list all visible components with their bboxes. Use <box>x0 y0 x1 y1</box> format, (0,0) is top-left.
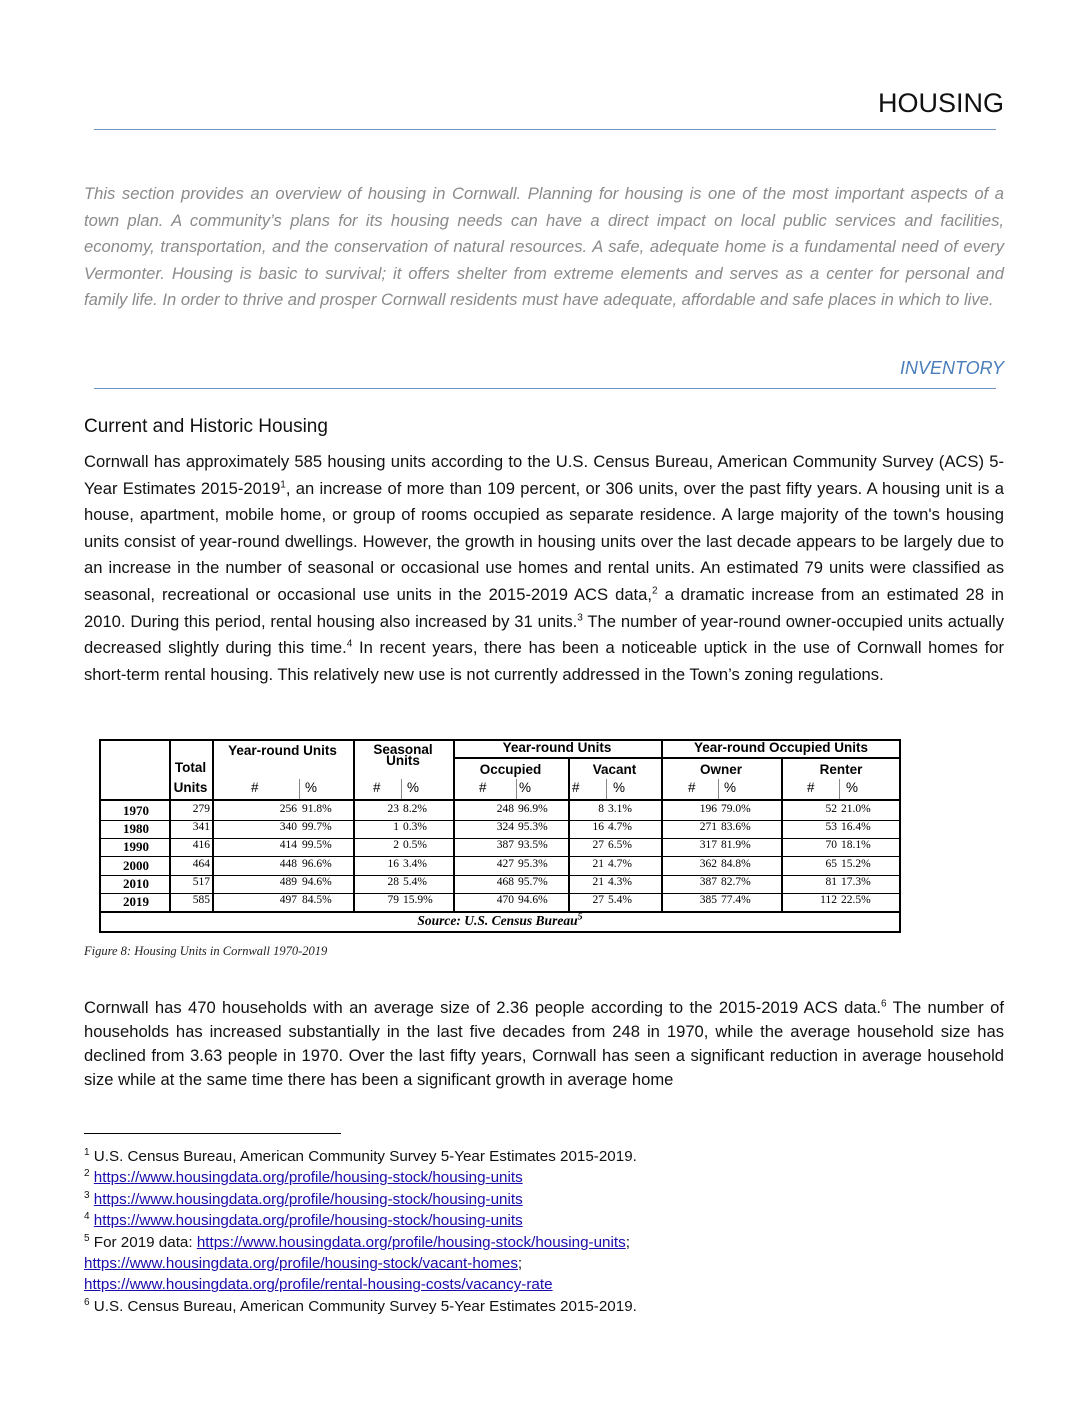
cell-s-n: 23 <box>387 803 399 815</box>
footnote-link[interactable]: https://www.housingdata.org/profile/housing-stock/housing-units <box>93 1169 523 1187</box>
cell-o-p: 94.6% <box>518 894 548 906</box>
footnote-1: $^1$ U.S. Census Bureau, American Community Survey 5-Year Estimates 2015-2019. <box>84 1146 637 1165</box>
cell-s-p: 0.5% <box>403 839 427 852</box>
table-row <box>101 838 901 856</box>
cell-ow-p: 83.6% <box>721 821 751 834</box>
cell-v-n: 16 <box>592 821 604 834</box>
cell-o-p: 95.3% <box>518 857 548 870</box>
cell-yr-n: 497 <box>279 894 297 906</box>
footnote-ref: 6 <box>881 998 887 1010</box>
cell-s-n: 1 <box>393 821 399 834</box>
footnote-3: $^3$ https://www.housingdata.org/profile/housing-stock/housing-units <box>84 1189 523 1208</box>
cell-o-p: 95.3% <box>518 821 548 834</box>
cell-r-n: 112 <box>820 894 837 906</box>
cell-ow-n: 271 <box>699 821 717 834</box>
cell-yr-n: 448 <box>279 857 297 870</box>
cell-r-p: 16.4% <box>841 821 871 834</box>
header-pct: % <box>846 780 859 795</box>
housing-units-table <box>99 739 901 933</box>
header-pct: % <box>519 780 532 795</box>
cell-s-n: 79 <box>387 894 399 906</box>
cell-ow-n: 317 <box>699 839 717 852</box>
cell-ow-p: 84.8% <box>721 857 751 870</box>
header-num: # <box>251 780 259 795</box>
cell-r-n: 53 <box>825 821 837 834</box>
cell-v-n: 21 <box>592 875 604 888</box>
section-label: INVENTORY <box>899 358 1004 378</box>
cell-yr-p: 99.7% <box>302 821 332 834</box>
header-num: # <box>373 780 381 795</box>
cell-year: 1990 <box>123 839 149 855</box>
header-seasonal-units: Seasonal Units <box>373 742 433 768</box>
header-vacant: Vacant <box>592 762 637 777</box>
footnote-link[interactable]: https://www.housingdata.org/profile/housing-stock/vacant-homes <box>84 1255 518 1273</box>
table-row <box>101 875 901 893</box>
header-year-round-units-group: Year-round Units <box>502 740 612 755</box>
footnote-ref: 2 <box>652 585 658 597</box>
table-source: Source: U.S. Census Bureau$^5$ <box>417 911 583 928</box>
cell-v-n: 8 <box>598 803 604 815</box>
cell-v-n: 21 <box>592 857 604 870</box>
footnote-link[interactable]: https://www.housingdata.org/profile/rental-housing-costs/vacancy-rate <box>84 1276 553 1294</box>
cell-s-p: 3.4% <box>403 857 427 870</box>
header-units: Units <box>173 780 208 795</box>
cell-v-n: 27 <box>592 894 604 906</box>
figure-caption: Figure 8: Housing Units in Cornwall 1970-2019 <box>84 944 328 958</box>
section-divider <box>94 388 996 389</box>
cell-year: 1970 <box>123 803 149 818</box>
footnote-5-cont <box>84 1274 1004 1295</box>
cell-v-p: 4.7% <box>608 857 632 870</box>
header-pct: % <box>407 780 420 795</box>
title-divider <box>94 129 996 130</box>
footnote-divider <box>84 1133 341 1134</box>
header-pct: % <box>613 780 626 795</box>
cell-yr-p: 96.6% <box>302 857 332 870</box>
cell-v-p: 3.1% <box>608 803 632 815</box>
cell-v-p: 4.7% <box>608 821 632 834</box>
cell-total: 517 <box>192 875 210 888</box>
cell-ow-p: 79.0% <box>721 803 751 815</box>
cell-r-p: 22.5% <box>841 894 871 906</box>
cell-v-p: 5.4% <box>608 894 632 906</box>
cell-r-n: 52 <box>825 803 837 815</box>
cell-o-p: 95.7% <box>518 875 548 888</box>
cell-yr-n: 340 <box>279 821 297 834</box>
cell-o-n: 387 <box>496 839 514 852</box>
cell-s-p: 15.9% <box>403 894 433 906</box>
header-owner: Owner <box>699 762 742 777</box>
cell-r-n: 65 <box>825 857 837 870</box>
cell-ow-p: 82.7% <box>721 875 751 888</box>
header-pct: % <box>724 780 737 795</box>
table-row <box>101 802 901 820</box>
cell-yr-p: 91.8% <box>302 803 332 815</box>
cell-total: 279 <box>192 803 210 815</box>
cell-o-p: 93.5% <box>518 839 548 852</box>
cell-total: 464 <box>192 857 210 870</box>
cell-ow-n: 387 <box>699 875 717 888</box>
header-pct: % <box>305 780 318 795</box>
cell-r-p: 15.2% <box>841 857 871 870</box>
cell-v-n: 27 <box>592 839 604 852</box>
cell-r-n: 81 <box>825 875 837 888</box>
footnote-5-cont: https://www.housingdata.org/profile/housing-stock/vacant-homes; <box>84 1255 523 1273</box>
footnote-5: $^5$ For 2019 data: https://www.housingdata.org/profile/housing-stock/housing-units; <box>84 1232 630 1251</box>
footnote-ref: 4 <box>346 638 353 650</box>
table-row <box>101 857 901 875</box>
cell-yr-p: 94.6% <box>302 875 332 888</box>
cell-s-n: 16 <box>387 857 399 870</box>
cell-year: 2019 <box>123 894 149 909</box>
header-occupied: Occupied <box>479 762 542 777</box>
cell-total: 341 <box>192 821 210 834</box>
cell-ow-n: 385 <box>699 894 717 906</box>
footnote-6: $^6$ U.S. Census Bureau, American Community Survey 5-Year Estimates 2015-2019. <box>84 1296 637 1315</box>
cell-o-n: 427 <box>496 857 514 870</box>
cell-v-p: 4.3% <box>608 875 632 888</box>
cell-r-p: 18.1% <box>841 839 871 852</box>
cell-ow-n: 362 <box>699 857 717 870</box>
cell-yr-n: 489 <box>279 875 297 888</box>
footnote-link[interactable]: https://www.housingdata.org/profile/housing-stock/housing-units <box>196 1233 626 1251</box>
cell-yr-p: 99.5% <box>302 839 332 852</box>
cell-o-p: 96.9% <box>518 803 548 815</box>
cell-s-n: 28 <box>387 875 399 888</box>
cell-total: 585 <box>192 894 210 906</box>
header-year-round-units: Year-round Units <box>228 743 337 758</box>
footnote-4: $^4$ https://www.housingdata.org/profile/housing-stock/housing-units <box>84 1211 523 1230</box>
header-num: # <box>807 780 815 795</box>
cell-ow-p: 77.4% <box>721 894 751 906</box>
footnote-link[interactable]: https://www.housingdata.org/profile/housing-stock/housing-units <box>93 1212 523 1230</box>
cell-o-n: 468 <box>496 875 514 888</box>
cell-year: 2010 <box>123 875 149 891</box>
body-paragraph-2: Cornwall has 470 households with an average size of 2.36 people according to the 2015-2019 ACS data.$^6$ The number of households has increased substantially in the last five decades from 248 in 1970, while the average household size has declined from 3.63 people in 1970. Over the last fifty years, Cornwall has seen a significant reduction in average household size while at the same time there has been a significant growth in average home <box>84 998 1004 1089</box>
cell-s-p: 0.3% <box>403 821 427 834</box>
page-title: HOUSING <box>877 88 1004 118</box>
cell-year: 1980 <box>123 821 149 837</box>
cell-r-n: 70 <box>825 839 837 852</box>
cell-ow-p: 81.9% <box>721 839 751 852</box>
body-paragraph-1: Cornwall has approximately 585 housing units according to the U.S. Census Bureau, American Community Survey (ACS) 5-Year Estimates 2015-2019$^1$, an increase of more than 109 percent, or 306 units, over the past fifty years. A housing unit is a house, apartment, mobile home, or group of rooms occupied as separate residence. A large majority of the town's housing units consist of year-round dwellings. However, the growth in housing units over the last decade appears to be largely due to an increase in the number of seasonal or occasional use homes and rental units. An estimated 79 units were classified as seasonal, recreational or occasional use units in the 2015-2019 ACS data,$^2$ a dramatic increase from an estimated 28 in 2010. During this period, rental housing also increased by 31 units.$^3$ The number of year-round owner-occupied units actually decreased slightly during this time.$^4$ In recent years, there has been a noticeable uptick in the use of Cornwall homes for short-term rental housing. This relatively new use is not currently addressed in the Town’s zoning regulations. <box>84 452 1004 684</box>
header-num: # <box>479 780 487 795</box>
table-row <box>101 820 901 838</box>
footnote-ref: 3 <box>577 612 583 624</box>
cell-total: 416 <box>192 839 210 852</box>
footnote-2: $^2$ https://www.housingdata.org/profile/housing-stock/housing-units <box>84 1168 523 1187</box>
cell-yr-p: 84.5% <box>302 894 332 906</box>
cell-s-n: 2 <box>393 839 399 852</box>
cell-o-n: 470 <box>496 894 514 906</box>
cell-v-p: 6.5% <box>608 839 632 852</box>
subheading: Current and Historic Housing <box>84 416 328 437</box>
footnote-link[interactable]: https://www.housingdata.org/profile/housing-stock/housing-units <box>93 1190 523 1208</box>
header-renter: Renter <box>819 762 863 777</box>
footnotes <box>84 1146 1004 1317</box>
header-num: # <box>688 780 696 795</box>
cell-s-p: 8.2% <box>403 803 427 815</box>
cell-yr-n: 256 <box>279 803 297 815</box>
cell-o-n: 324 <box>496 821 514 834</box>
footnote-ref: 1 <box>280 479 286 491</box>
header-year-round-occupied-group: Year-round Occupied Units <box>693 740 869 755</box>
cell-r-p: 21.0% <box>841 803 871 815</box>
cell-ow-n: 196 <box>699 803 717 815</box>
header-total: Total <box>174 760 207 775</box>
header-num: # <box>572 780 580 795</box>
intro-paragraph: This section provides an overview of housing in Cornwall. Planning for housing is one of the most important aspects of a town plan. A community’s plans for its housing needs can have a direct impact on local public services and facilities, economy, transportation, and the conservation of natural resources. A safe, adequate home is a fundamental need of every Vermonter. Housing is basic to survival; it offers shelter from extreme elements and serves as a center for personal and family life. In order to thrive and prosper Cornwall residents must have adequate, affordable and safe places in which to live. <box>84 184 1004 310</box>
cell-yr-n: 414 <box>279 839 297 852</box>
cell-s-p: 5.4% <box>403 875 427 888</box>
cell-r-p: 17.3% <box>841 875 871 888</box>
cell-o-n: 248 <box>496 803 514 815</box>
cell-year: 2000 <box>123 857 149 873</box>
table-row <box>101 893 901 911</box>
